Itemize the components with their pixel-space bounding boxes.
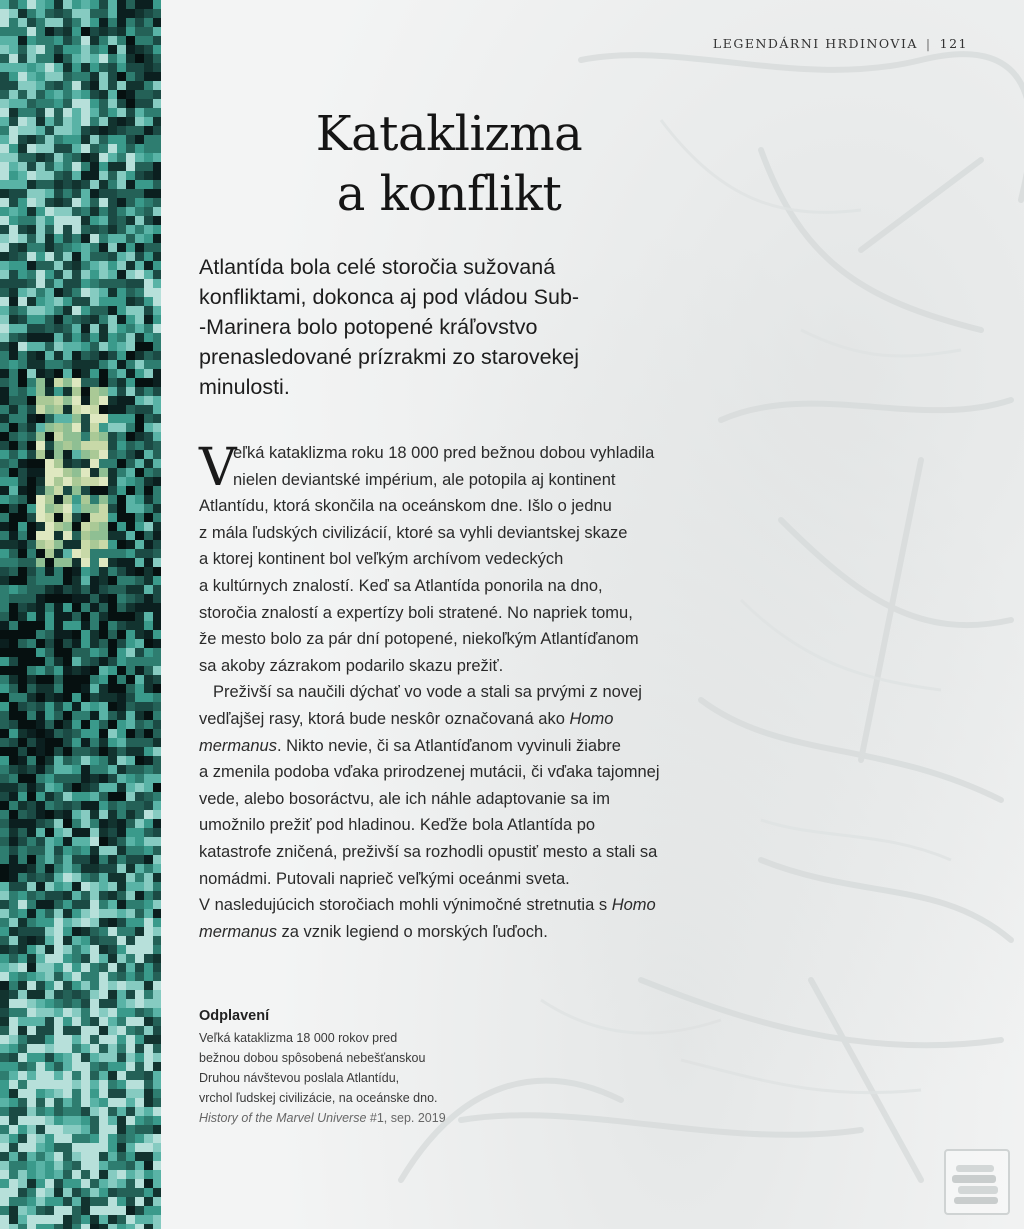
- body-line: [199, 733, 719, 760]
- lead-line: minulosti.: [199, 375, 290, 399]
- lead-line: prenasledované prízrakmi zo starovekej: [199, 345, 580, 369]
- body-line: z mála ľudských civilizácií, ktoré sa vyhli deviantskej skaze: [199, 523, 628, 542]
- body-line: umožnilo prežiť pod hladinou. Keďže bola Atlantída po: [199, 816, 596, 835]
- body-line: sa akoby zázrakom podarilo skazu prežiť.: [199, 656, 504, 675]
- book-page: [161, 0, 1024, 1229]
- body-text-run: . Nikto nevie, či sa Atlantíďanom vyvinuli žiabre: [276, 736, 621, 755]
- body-text: [199, 440, 719, 945]
- body-line: [199, 919, 719, 946]
- body-italic-run: mermanus: [199, 736, 277, 755]
- drop-cap: V: [199, 438, 237, 498]
- body-line: vede, alebo bosoráctvu, ale ich náhle adaptovanie sa im: [199, 789, 610, 808]
- caption-line: bežnou dobou spôsobená nebešťanskou: [199, 1051, 426, 1065]
- lead-line: Atlantída bola celé storočia sužovaná: [199, 255, 556, 279]
- body-italic-run: Homo: [569, 709, 614, 728]
- lead-line: -Marinera bolo potopené kráľovstvo: [199, 315, 538, 339]
- stacked-books-glyph: [946, 1151, 1008, 1213]
- body-italic-run: Homo: [611, 896, 656, 915]
- caption-line: vrchol ľudskej civilizácie, na oceánske dno.: [199, 1091, 438, 1105]
- body-line: a kultúrnych znalostí. Keď sa Atlantída ponorila na dno,: [199, 576, 603, 595]
- body-text-run: vedľajšej rasy, ktorá bude neskôr označovaná ako: [199, 709, 570, 728]
- section-name: LEGENDÁRNI HRDINOVIA: [712, 36, 918, 51]
- lead-paragraph: [199, 252, 639, 402]
- caption-line: Veľká kataklizma 18 000 rokov pred: [199, 1031, 398, 1045]
- body-line: nielen deviantské impérium, ale potopila aj kontinent: [233, 470, 616, 489]
- body-line: a ktorej kontinent bol veľkým archívom vedeckých: [199, 550, 564, 569]
- body-line: katastrofe zničená, preživší sa rozhodli opustiť mesto a stali sa: [199, 842, 658, 861]
- caption-source-title: History of the Marvel Universe: [199, 1111, 367, 1125]
- running-head: [713, 36, 968, 51]
- image-caption: [199, 1006, 519, 1128]
- body-line: že mesto bolo za pár dní potopené, niekoľkým Atlantíďanom: [199, 630, 639, 649]
- body-text-run: V nasledujúcich storočiach mohli výnimočné stretnutia s: [199, 896, 612, 915]
- body-line: nomádmi. Putovali naprieč veľkými oceánmi sveta.: [199, 869, 570, 888]
- title-line-1: Kataklizma: [315, 106, 583, 162]
- running-head-separator: |: [925, 36, 932, 51]
- body-text-run: za vznik legiend o morských ľuďoch.: [276, 922, 548, 941]
- page-title: [199, 104, 699, 224]
- title-line-2: a konflikt: [336, 166, 562, 222]
- lead-line: konfliktami, dokonca aj pod vládou Sub-: [199, 285, 580, 309]
- mosaic-art-strip: [0, 0, 161, 1229]
- body-line: Preživší sa naučili dýchať vo vode a stali sa prvými z novej: [213, 683, 642, 702]
- body-italic-run: mermanus: [199, 922, 277, 941]
- page-number: 121: [939, 36, 968, 51]
- pixel-mosaic-image: [0, 0, 161, 1229]
- stacked-books-icon[interactable]: [944, 1149, 1010, 1215]
- body-line: storočia znalostí a expertízy boli stratené. No napriek tomu,: [199, 603, 633, 622]
- body-line: eľká kataklizma roku 18 000 pred bežnou dobou vyhladila: [233, 444, 655, 462]
- body-line: Atlantídu, ktorá skončila na oceánskom dne. Išlo o jednu: [199, 497, 612, 516]
- caption-source: [199, 1108, 519, 1128]
- caption-title: Odplavení: [199, 1008, 270, 1024]
- body-line: a zmenila podoba vďaka prirodzenej mutácii, či vďaka tajomnej: [199, 763, 660, 782]
- caption-source-issue: #1, sep. 2019: [366, 1111, 446, 1125]
- caption-line: Druhou návštevou poslala Atlantídu,: [199, 1071, 400, 1085]
- body-line: [199, 892, 719, 919]
- body-line: [199, 706, 719, 733]
